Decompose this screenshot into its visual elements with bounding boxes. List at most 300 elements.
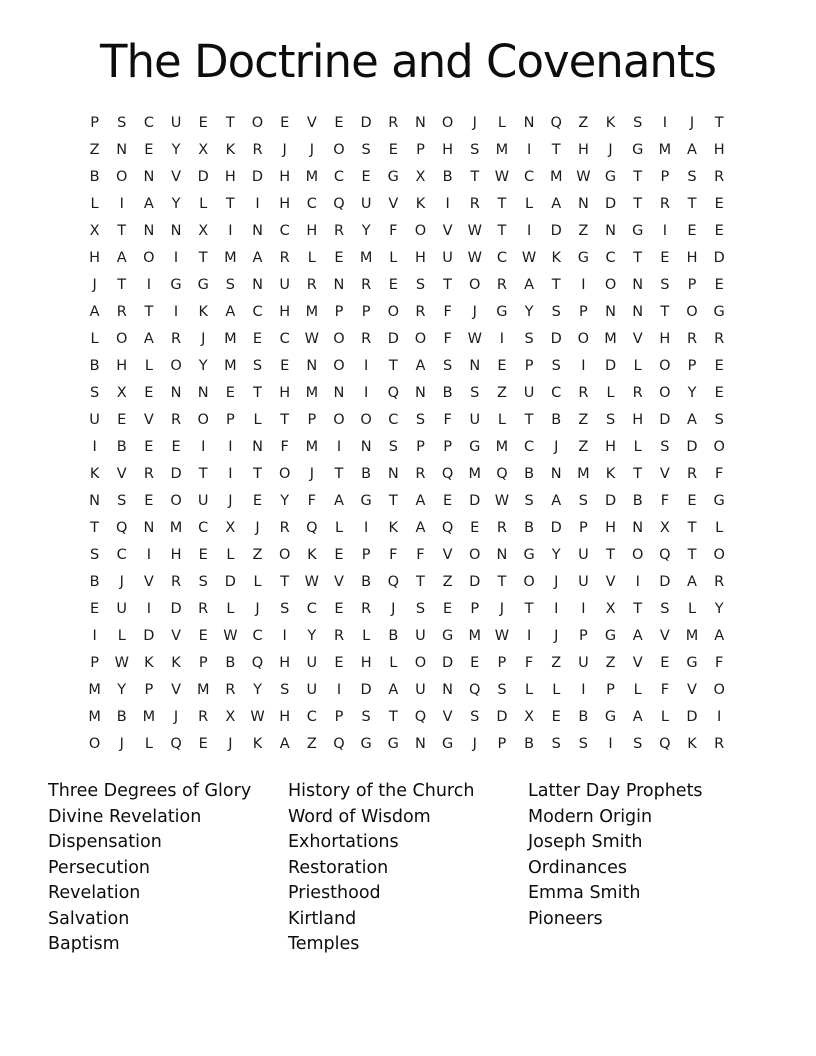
- grid-letter: P: [660, 169, 670, 185]
- word-list-item: Exhortations: [288, 832, 399, 852]
- grid-letter: C: [333, 169, 345, 185]
- grid-letter: H: [279, 169, 291, 185]
- grid-letter: I: [581, 601, 586, 617]
- grid-letter: H: [442, 142, 454, 158]
- grid-letter: I: [581, 682, 586, 698]
- grid-letter: H: [279, 709, 291, 725]
- grid-letter: P: [579, 304, 588, 320]
- grid-letter: T: [117, 277, 127, 293]
- grid-letter: P: [361, 304, 371, 320]
- grid-letter: L: [199, 196, 208, 212]
- grid-letter: Q: [116, 520, 128, 536]
- grid-letter: D: [550, 223, 562, 239]
- grid-letter: F: [715, 655, 724, 671]
- grid-letter: Z: [442, 574, 453, 590]
- grid-letter: K: [388, 520, 399, 536]
- grid-letter: A: [524, 277, 535, 293]
- grid-letter: T: [497, 223, 507, 239]
- grid-letter: S: [497, 682, 507, 698]
- grid-letter: V: [143, 574, 154, 590]
- grid-letter: J: [391, 601, 396, 617]
- word-list-item: Salvation: [48, 908, 130, 929]
- grid-letter: F: [715, 466, 724, 482]
- grid-letter: S: [415, 601, 426, 617]
- word-list-item: Temples: [288, 934, 360, 954]
- grid-letter: A: [388, 682, 399, 698]
- grid-letter: B: [116, 709, 127, 725]
- grid-letter: V: [442, 223, 453, 239]
- grid-letter: S: [605, 412, 616, 428]
- grid-letter: D: [686, 709, 698, 725]
- grid-letter: P: [334, 304, 344, 320]
- grid-letter: E: [117, 412, 127, 428]
- grid-letter: S: [551, 304, 561, 320]
- grid-letter: I: [146, 601, 152, 617]
- grid-letter: O: [659, 385, 671, 401]
- grid-letter: S: [443, 358, 453, 374]
- grid-letter: J: [92, 277, 97, 293]
- grid-letter: Q: [387, 385, 399, 401]
- grid-letter: M: [224, 358, 237, 374]
- grid-letter: O: [631, 547, 644, 563]
- grid-letter: O: [414, 223, 427, 239]
- grid-letter: M: [196, 682, 210, 698]
- grid-letter: T: [687, 547, 697, 563]
- grid-letter: T: [388, 358, 398, 374]
- grid-letter: I: [228, 223, 233, 239]
- grid-letter: K: [687, 736, 697, 752]
- grid-letter: K: [307, 547, 317, 563]
- grid-letter: O: [197, 412, 209, 428]
- grid-letter: C: [524, 169, 535, 185]
- grid-letter: E: [714, 223, 724, 239]
- grid-letter: U: [442, 250, 453, 266]
- grid-letter: D: [604, 358, 617, 374]
- grid-letter: C: [143, 115, 154, 131]
- grid-letter: W: [304, 331, 319, 347]
- grid-letter: B: [89, 358, 100, 374]
- grid-letter: E: [334, 115, 344, 131]
- grid-letter: C: [306, 196, 317, 212]
- grid-letter: D: [686, 439, 698, 455]
- grid-letter: M: [305, 385, 319, 401]
- grid-letter: L: [389, 655, 398, 671]
- grid-letter: B: [361, 466, 372, 482]
- grid-letter: O: [143, 250, 155, 266]
- grid-letter: E: [198, 547, 208, 563]
- grid-letter: S: [198, 574, 208, 590]
- grid-letter: I: [581, 358, 586, 374]
- grid-letter: L: [497, 115, 506, 131]
- grid-letter: H: [686, 250, 698, 266]
- grid-letter: N: [523, 115, 535, 131]
- grid-letter: J: [472, 304, 477, 320]
- grid-letter: V: [659, 466, 670, 482]
- grid-letter: A: [714, 628, 725, 644]
- grid-letter: D: [469, 574, 481, 590]
- grid-letter: D: [713, 250, 725, 266]
- grid-letter: L: [633, 682, 642, 698]
- grid-letter: N: [333, 385, 345, 401]
- grid-letter: A: [415, 358, 426, 374]
- grid-letter: W: [223, 628, 238, 644]
- grid-letter: E: [280, 115, 290, 131]
- grid-letter: R: [361, 601, 372, 617]
- grid-letter: E: [225, 385, 235, 401]
- word-list-column-1: [48, 779, 251, 958]
- grid-letter: D: [224, 574, 236, 590]
- grid-letter: W: [494, 169, 510, 185]
- grid-letter: J: [472, 736, 477, 752]
- grid-letter: G: [360, 493, 372, 509]
- grid-letter: S: [252, 358, 263, 374]
- grid-letter: I: [717, 709, 722, 725]
- grid-letter: C: [306, 709, 317, 725]
- grid-letter: Z: [578, 439, 589, 455]
- grid-letter: Z: [578, 412, 589, 428]
- grid-letter: K: [144, 655, 154, 671]
- grid-letter: S: [89, 547, 100, 563]
- grid-letter: O: [686, 304, 698, 320]
- grid-letter: L: [226, 547, 235, 563]
- grid-letter: U: [415, 682, 426, 698]
- grid-letter: N: [550, 466, 562, 482]
- grid-letter: M: [495, 439, 509, 455]
- grid-letter: I: [526, 628, 532, 644]
- grid-letter: I: [445, 196, 450, 212]
- grid-letter: T: [633, 250, 643, 266]
- grid-letter: R: [171, 412, 182, 428]
- grid-letter: Z: [578, 223, 589, 239]
- grid-letter: E: [660, 250, 670, 266]
- grid-letter: E: [334, 250, 344, 266]
- grid-letter: O: [659, 358, 671, 374]
- grid-letter: L: [633, 439, 642, 455]
- grid-letter: M: [549, 169, 563, 185]
- grid-letter: D: [659, 574, 671, 590]
- grid-letter: P: [225, 412, 235, 428]
- grid-letter: E: [470, 655, 480, 671]
- word-list-item: Restoration: [288, 857, 389, 878]
- grid-letter: E: [198, 115, 208, 131]
- grid-letter: Z: [89, 142, 100, 158]
- grid-letter: M: [88, 682, 101, 698]
- grid-letter: P: [416, 142, 425, 158]
- grid-letter: N: [605, 223, 616, 239]
- grid-letter: K: [415, 196, 426, 212]
- grid-letter: F: [389, 547, 398, 563]
- grid-letter: M: [305, 304, 319, 320]
- grid-letter: R: [225, 682, 236, 698]
- grid-letter: S: [361, 709, 371, 725]
- grid-letter: S: [714, 412, 724, 428]
- grid-letter: F: [307, 493, 316, 509]
- grid-letter: N: [415, 385, 426, 401]
- grid-letter: O: [441, 115, 454, 131]
- grid-letter: L: [389, 250, 398, 266]
- grid-letter: E: [443, 493, 453, 509]
- grid-letter: R: [333, 223, 345, 239]
- grid-letter: G: [577, 250, 590, 266]
- grid-letter: T: [388, 493, 398, 509]
- grid-letter: O: [333, 142, 345, 158]
- word-list-item: Ordinances: [528, 857, 628, 878]
- word-list-item: History of the Church: [288, 781, 475, 801]
- grid-letter: O: [116, 169, 128, 185]
- grid-letter: O: [387, 304, 399, 320]
- grid-letter: A: [116, 250, 127, 266]
- grid-letter: T: [144, 304, 154, 320]
- grid-letter: V: [171, 682, 181, 698]
- grid-letter: F: [443, 412, 452, 428]
- grid-letter: I: [201, 439, 206, 455]
- grid-letter: R: [279, 520, 290, 536]
- grid-letter: I: [255, 196, 260, 212]
- grid-letter: L: [362, 628, 371, 644]
- grid-letter: O: [333, 331, 345, 347]
- grid-letter: K: [225, 142, 236, 158]
- grid-letter: P: [687, 277, 697, 293]
- grid-letter: O: [170, 358, 182, 374]
- grid-letter: V: [659, 628, 670, 644]
- grid-letter: H: [360, 655, 372, 671]
- grid-letter: A: [632, 709, 643, 725]
- grid-letter: X: [524, 709, 535, 725]
- grid-letter: C: [306, 601, 317, 617]
- grid-letter: R: [415, 466, 426, 482]
- word-list-item: Modern Origin: [528, 806, 653, 827]
- grid-letter: T: [470, 169, 480, 185]
- grid-letter: N: [143, 169, 155, 185]
- grid-letter: B: [442, 385, 453, 401]
- grid-letter: H: [577, 142, 589, 158]
- grid-letter: N: [89, 493, 100, 509]
- grid-letter: O: [116, 331, 128, 347]
- grid-letter: V: [306, 115, 317, 131]
- grid-letter: N: [496, 547, 508, 563]
- grid-letter: P: [606, 682, 615, 698]
- grid-letter: X: [659, 520, 670, 536]
- grid-letter: A: [143, 331, 154, 347]
- grid-letter: D: [496, 709, 508, 725]
- grid-letter: I: [336, 439, 342, 455]
- grid-letter: U: [89, 412, 100, 428]
- grid-letter: R: [116, 304, 127, 320]
- grid-letter: S: [415, 277, 426, 293]
- grid-letter: S: [551, 736, 561, 752]
- word-list-item: Joseph Smith: [528, 832, 643, 852]
- grid-letter: G: [686, 655, 698, 671]
- grid-letter: G: [496, 304, 508, 320]
- grid-letter: L: [334, 520, 344, 536]
- grid-letter: P: [198, 655, 208, 671]
- grid-letter: C: [524, 439, 535, 455]
- grid-letter: R: [496, 520, 507, 536]
- grid-letter: X: [605, 601, 616, 617]
- grid-letter: U: [279, 277, 290, 293]
- grid-letter: C: [388, 412, 399, 428]
- grid-letter: I: [92, 439, 97, 455]
- grid-letter: D: [251, 169, 264, 185]
- grid-letter: H: [605, 520, 616, 536]
- grid-letter: Q: [496, 466, 508, 482]
- grid-letter: V: [442, 547, 453, 563]
- grid-letter: G: [604, 628, 617, 644]
- grid-letter: G: [632, 223, 644, 239]
- grid-letter: O: [333, 412, 345, 428]
- word-list-item: Latter Day Prophets: [528, 781, 703, 801]
- grid-letter: Y: [171, 142, 181, 158]
- grid-letter: O: [170, 493, 182, 509]
- grid-letter: P: [307, 412, 317, 428]
- grid-letter: R: [714, 169, 725, 185]
- grid-letter: R: [714, 574, 725, 590]
- grid-letter: N: [333, 277, 345, 293]
- grid-letter: A: [551, 493, 562, 509]
- grid-letter: S: [470, 385, 480, 401]
- grid-letter: S: [687, 169, 697, 185]
- grid-letter: E: [89, 601, 100, 617]
- grid-letter: R: [171, 331, 182, 347]
- grid-letter: I: [364, 520, 369, 536]
- grid-letter: E: [144, 439, 154, 455]
- grid-letter: J: [201, 331, 206, 347]
- grid-letter: G: [170, 277, 182, 293]
- grid-letter: S: [470, 709, 480, 725]
- grid-letter: S: [578, 493, 588, 509]
- grid-letter: A: [225, 304, 236, 320]
- grid-letter: S: [117, 115, 127, 131]
- grid-letter: E: [144, 142, 154, 158]
- grid-letter: E: [334, 655, 344, 671]
- grid-letter: F: [443, 331, 452, 347]
- grid-letter: E: [334, 601, 344, 617]
- word-list-item: Emma Smith: [528, 883, 641, 903]
- grid-letter: I: [662, 115, 667, 131]
- grid-letter: C: [605, 250, 616, 266]
- grid-letter: Z: [605, 655, 616, 671]
- grid-letter: G: [713, 304, 725, 320]
- grid-letter: T: [334, 466, 344, 482]
- grid-letter: J: [119, 736, 124, 752]
- grid-letter: A: [415, 493, 426, 509]
- grid-letter: U: [578, 655, 589, 671]
- word-list-item: Dispensation: [48, 832, 162, 852]
- grid-letter: U: [116, 601, 128, 617]
- grid-letter: T: [687, 520, 697, 536]
- grid-letter: V: [605, 574, 616, 590]
- grid-letter: D: [604, 196, 617, 212]
- grid-letter: T: [633, 601, 643, 617]
- grid-letter: G: [197, 277, 209, 293]
- grid-letter: T: [524, 412, 534, 428]
- grid-letter: R: [686, 331, 698, 347]
- grid-letter: K: [198, 304, 208, 320]
- grid-letter: N: [632, 277, 644, 293]
- grid-letter: J: [499, 601, 505, 617]
- grid-letter: E: [198, 736, 208, 752]
- grid-letter: F: [524, 655, 534, 671]
- grid-letter: S: [633, 736, 643, 752]
- grid-letter: P: [497, 736, 507, 752]
- grid-letter: Y: [307, 628, 317, 644]
- grid-letter: C: [116, 547, 127, 563]
- grid-letter: Q: [333, 736, 345, 752]
- grid-letter: U: [523, 385, 535, 401]
- grid-letter: F: [660, 682, 670, 698]
- grid-letter: N: [605, 304, 616, 320]
- grid-letter: R: [686, 466, 698, 482]
- page-title: The Doctrine and Covenants: [99, 35, 717, 88]
- grid-letter: U: [360, 196, 372, 212]
- grid-letter: O: [251, 115, 264, 131]
- grid-letter: J: [255, 520, 260, 536]
- word-list-item: Revelation: [48, 883, 141, 903]
- grid-letter: I: [173, 250, 179, 266]
- grid-letter: L: [606, 385, 615, 401]
- grid-letter: U: [306, 682, 318, 698]
- grid-letter: N: [116, 142, 128, 158]
- grid-letter: I: [146, 277, 152, 293]
- grid-letter: Q: [333, 196, 345, 212]
- grid-letter: B: [388, 628, 399, 644]
- grid-letter: P: [334, 709, 344, 725]
- grid-letter: T: [388, 709, 398, 725]
- grid-letter: B: [578, 709, 589, 725]
- grid-letter: R: [306, 277, 317, 293]
- grid-letter: I: [228, 439, 233, 455]
- grid-letter: K: [89, 466, 100, 482]
- grid-letter: Y: [687, 385, 697, 401]
- grid-letter: B: [89, 574, 100, 590]
- grid-letter: U: [469, 412, 481, 428]
- grid-letter: P: [443, 439, 452, 455]
- grid-letter: M: [88, 709, 101, 725]
- grid-letter: S: [280, 601, 290, 617]
- grid-letter: I: [119, 196, 124, 212]
- grid-letter: U: [197, 493, 209, 509]
- grid-letter: D: [143, 628, 155, 644]
- grid-letter: E: [361, 169, 371, 185]
- grid-letter: V: [143, 412, 154, 428]
- grid-letter: L: [715, 520, 724, 536]
- grid-letter: E: [198, 628, 208, 644]
- grid-letter: H: [116, 358, 128, 374]
- grid-letter: D: [360, 682, 372, 698]
- grid-letter: W: [494, 493, 510, 509]
- grid-letter: X: [225, 709, 236, 725]
- grid-letter: H: [279, 196, 291, 212]
- grid-letter: S: [361, 142, 371, 158]
- grid-letter: B: [225, 655, 236, 671]
- grid-letter: A: [551, 196, 562, 212]
- grid-letter: O: [713, 439, 725, 455]
- grid-letter: I: [581, 277, 586, 293]
- grid-letter: H: [224, 169, 236, 185]
- grid-letter: E: [687, 223, 697, 239]
- grid-letter: E: [388, 277, 398, 293]
- grid-letter: T: [633, 169, 643, 185]
- grid-letter: D: [550, 331, 562, 347]
- grid-letter: B: [116, 439, 127, 455]
- grid-letter: Q: [441, 466, 454, 482]
- grid-letter: Z: [306, 736, 317, 752]
- word-list-item: Kirtland: [288, 908, 357, 929]
- grid-letter: M: [577, 466, 590, 482]
- grid-letter: N: [577, 196, 589, 212]
- grid-letter: G: [604, 169, 617, 185]
- grid-letter: J: [554, 628, 559, 644]
